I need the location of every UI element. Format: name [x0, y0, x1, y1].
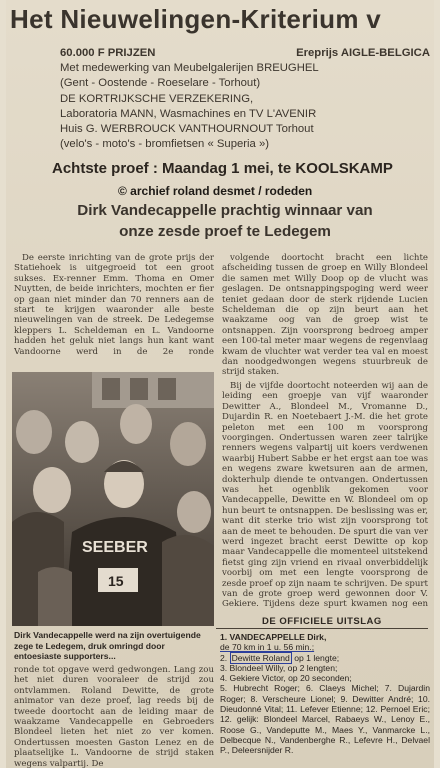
sponsor-block [60, 46, 430, 152]
jersey-text: SEEBER [82, 539, 148, 556]
title-line-1: Dirk Vandecappelle prachtig winnaar van [77, 202, 373, 219]
sponsor-line-prizes [60, 46, 430, 61]
article-title [30, 200, 420, 242]
article-paragraph: volgende doortocht bracht een lichte afscheiding tussen de groep en Willy Blondeel die samen met Willy Doop op de vlucht was geslagen. De ontsnappingspoging werd weer teniet gedaan door de sterk rijdende Lucien Scheldeman die op zijn beurt aan het waakzame oog van de groep wist te ontsnappen. Zijn voorsprong bedroeg amper een 100-tal meter maar wegens de regenvlaag kwam de vluchter wat verder tea val en moest dan noodgedwongen wegens stuurbreuk de strijd staken. [222, 253, 428, 378]
result-line-1: 1. VANDECAPPELLE Dirk, [220, 632, 327, 642]
results-list [220, 632, 430, 756]
article-left-column: De eerste inrichting van de grote prijs der Statiehoek is uitgegroeid tot een groot sukses. Ex-renner Emm. Thoma en Omer Nuytten, de beide inrichters, mochten er fier op gaan niet minder dan 70 renners aan de start te krijgen waaronder alle beste nieuwelingen van de streek. De Ledegemse kleppers L. Scheldeman en L. Vandoorne hadden het geluk niet langs hun kant want Vandoorne werd in de 2e ronde [14, 253, 214, 355]
stage-announcement: Achtste proef : Maandag 1 mei, te KOOLSKAMP [52, 160, 393, 177]
prize-amount: 60.000 F PRIJZEN [60, 47, 156, 59]
result-line-3: 3. Blondeel Willy, op 2 lengten; [220, 662, 338, 673]
results-heading: DE OFFICIELE UITSLAG [262, 616, 382, 627]
sponsor-line: Laboratoria MANN, Wasmachines en TV L'AVENIR [60, 107, 317, 120]
photo-caption: Dirk Vandecappelle werd na zijn overtuigende zege te Ledegem, druk omringd door entoesiaste supporters... [14, 630, 201, 662]
result-line-4: 4. Gekiere Victor, op 20 seconden; [220, 673, 352, 684]
winner-time: de 70 km in 1 u. 56 min.; [220, 642, 315, 653]
result-line-2-rest: op 1 lengte; [291, 652, 340, 663]
sponsor-line: Huis G. WERBROUCK VANTHOURNOUT Torhout [60, 123, 314, 136]
prize-extra: Ereprijs AIGLE-BELGICA [296, 47, 430, 59]
sponsor-line: Met medewerking van Meubelgalerijen BREUGHEL [60, 62, 319, 75]
highlighted-rider: Dewitte Roland [231, 652, 290, 663]
article-right-column [222, 253, 428, 609]
title-line-2: onze zesde proef te Ledegem [119, 223, 331, 240]
result-line-2: 2. Dewitte Roland op 1 lengte; [220, 652, 340, 663]
article-paragraph: Bij de vijfde doortocht noteerden wij aan de leiding een groepje van vijf waaronder Dewitter A., Blondeel M., Vromanne D., Dujardin R. en Noetebaert J.-M. die het grote peleton met een 100 m voorsprong voorgingen. Ondertussen waren zeer talrijke renners wegens valpartij uit koers verdwenen waarbij Hubert Sabbe er het ergst aan toe was en wegens zware kwetsuren aan de armen, dokterhulp diende te ontvangen. Ondertussen was het ogenblik gekomen voor Vandecappelle, Dewitte en W. Blondeel om op hun beurt te ontsnappen. De beslissing was er, want dit sterke trio wist zijn voorsprong tot aan de meet te behouden. De spurt die van ver werd ingezet bracht eerst Dewitte op kop maar Vandecappelle die momenteel uitstekend fietst ging zijn vriend en rivaal onverbiddelijk voorbij om met een lengte voorsprong de zesde proef op zijn naam te schrijven. De spurt van de grote groep werd gewonnen door V. Gekiere. Tijdens deze spurt kwamen nog een [222, 380, 428, 609]
bib-number: 15 [108, 573, 124, 589]
sponsor-line: DE KORTRIJKSCHE VERZEKERING, [60, 92, 254, 105]
sponsor-line: (Gent - Oostende - Roeselare - Torhout) [60, 77, 261, 90]
news-photo [12, 372, 214, 626]
result-rest: 5. Hubrecht Roger; 6. Claeys Michel; 7. Dujardin Roger; 8. Verscheure Lionel; 9. Dewitter André; 10. Dieudonné Vital; 11. Lefever Etienne; 12. Pernoel Eric; 12. gelijk: Blondeel Marcel, Rabaeys W., Lenoy E., Roose G., Vandeputte M., Maes Y., Vanmarcke L., Delbecque N., Vandenberghe R., Lefevre H., Delvael P., Deleersnijder R. [220, 683, 430, 756]
photo-illustration [12, 372, 214, 626]
archive-watermark: © archief roland desmet / rodeden [118, 184, 313, 198]
headline: Het Nieuwelingen-Kriterium v [10, 4, 382, 34]
sponsor-line: (velo's - moto's - bromfietsen « Superia ») [60, 138, 269, 151]
article-bottom-column: ronde tot opgave werd gedwongen. Lang zou het niet duren vooraleer de strijd zou ontvlammen. Roland Dewitte, de grote animator van deze proef, lag reeds bij de tweede doortocht aan de leiding maar de waakzame Vandecappelle en Gebroeders Blondeel lieten het niet zo ver komen. Ondertussen moesten Gaston Lenez en de plaatselijke L. Vandoorne de strijd staken wegens valpartij. De [14, 665, 214, 768]
results-divider [216, 628, 428, 629]
